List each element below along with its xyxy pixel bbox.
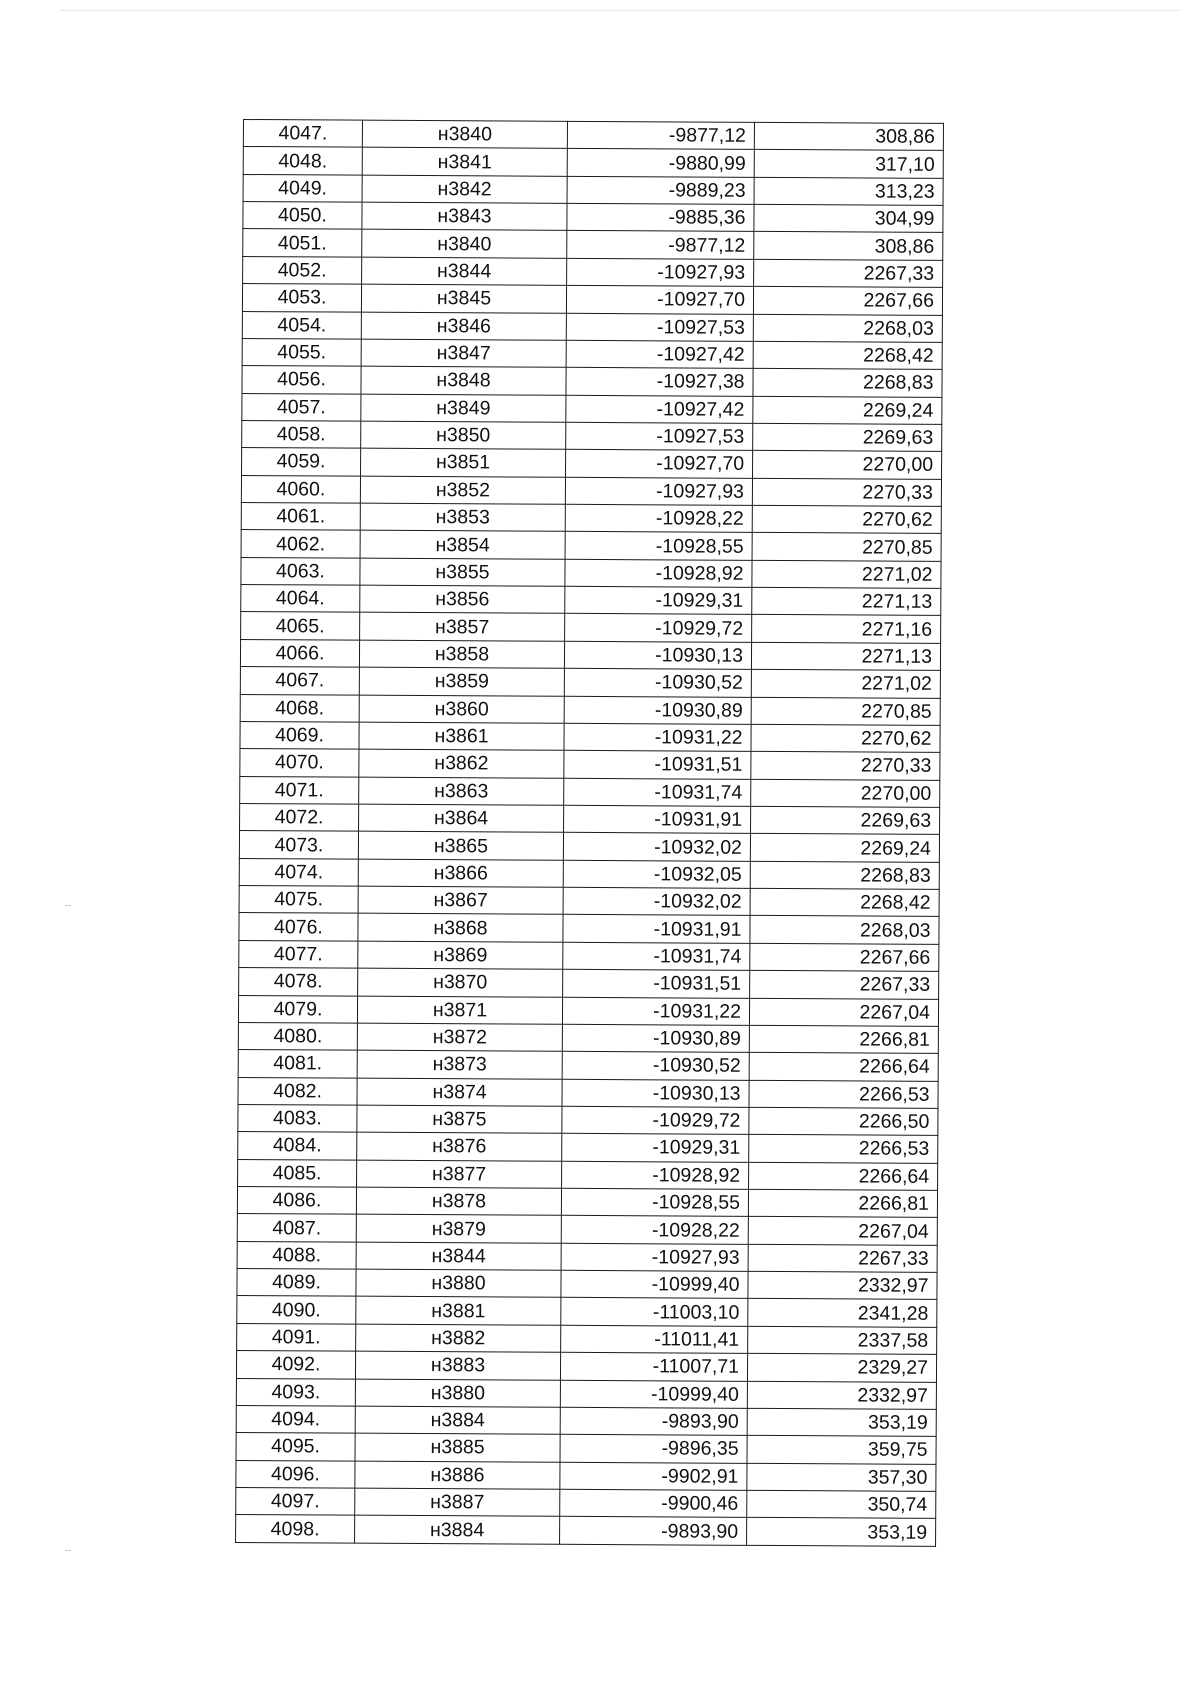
table-row [241,530,941,561]
x-coordinate-cell: -10928,92 [565,559,752,587]
row-number-cell: 4057. [242,393,361,421]
row-number-cell: 4074. [239,858,358,886]
point-name-cell: н3872 [357,1023,562,1052]
scan-margin-mark [65,1550,71,1551]
row-number-cell: 4080. [238,1022,357,1050]
x-coordinate-cell: -9893,90 [560,1517,747,1545]
x-coordinate-cell: -10930,89 [564,696,751,724]
point-name-cell: н3886 [355,1461,560,1490]
row-number-cell: 4049. [243,174,362,202]
row-number-cell: 4076. [239,913,358,941]
table-row [242,338,942,369]
table-row [236,1405,936,1436]
y-coordinate-cell: 2268,42 [753,341,942,369]
point-name-cell: н3879 [356,1215,561,1244]
point-name-cell: н3885 [355,1433,560,1462]
x-coordinate-cell: -10931,91 [564,805,751,833]
point-name-cell: н3875 [357,1105,562,1134]
row-number-cell: 4098. [236,1515,355,1543]
table-row [240,803,940,834]
row-number-cell: 4094. [236,1405,355,1433]
point-name-cell: н3881 [356,1297,561,1326]
table-row [237,1187,937,1218]
row-number-cell: 4082. [238,1077,357,1105]
point-name-cell: н3876 [357,1132,562,1161]
point-name-cell: н3880 [356,1269,561,1298]
table-row [242,448,942,479]
x-coordinate-cell: -9877,12 [567,231,754,259]
row-number-cell: 4071. [240,776,359,804]
table-row [240,721,940,752]
y-coordinate-cell: 359,75 [747,1436,936,1464]
point-name-cell: н3844 [356,1242,561,1271]
row-number-cell: 4078. [239,968,358,996]
table-row [237,1269,937,1300]
table-row [241,557,941,588]
coordinates-table [235,119,944,1547]
scan-edge-marks [60,10,1180,13]
y-coordinate-cell: 2271,13 [752,587,941,615]
point-name-cell: н3878 [356,1187,561,1216]
point-name-cell: н3874 [357,1078,562,1107]
row-number-cell: 4073. [239,831,358,859]
x-coordinate-cell: -10927,93 [567,258,754,286]
y-coordinate-cell: 2270,62 [752,505,941,533]
table-row [242,420,942,451]
y-coordinate-cell: 2268,83 [753,369,942,397]
y-coordinate-cell: 2268,83 [750,861,939,889]
point-name-cell: н3861 [359,722,564,751]
row-number-cell: 4069. [240,721,359,749]
y-coordinate-cell: 2270,85 [751,697,940,725]
table-row [239,886,939,917]
x-coordinate-cell: -10927,38 [566,368,753,396]
y-coordinate-cell: 2329,27 [747,1354,936,1382]
point-name-cell: н3846 [361,312,566,341]
x-coordinate-cell: -10928,22 [565,504,752,532]
point-name-cell: н3848 [361,366,566,395]
row-number-cell: 4061. [241,503,360,531]
table-row [236,1460,936,1491]
table-row [237,1241,937,1272]
x-coordinate-cell: -10927,42 [566,395,753,423]
row-number-cell: 4047. [243,120,362,148]
x-coordinate-cell: -10929,31 [562,1134,749,1162]
row-number-cell: 4085. [238,1159,357,1187]
y-coordinate-cell: 2266,81 [748,1189,937,1217]
table-row [239,913,939,944]
x-coordinate-cell: -10932,05 [563,860,750,888]
point-name-cell: н3850 [361,421,566,450]
row-number-cell: 4067. [240,667,359,695]
table-row [243,256,943,287]
point-name-cell: н3871 [357,996,562,1025]
point-name-cell: н3877 [357,1160,562,1189]
table-row [243,174,943,205]
row-number-cell: 4092. [236,1351,355,1379]
x-coordinate-cell: -9893,90 [560,1407,747,1435]
point-name-cell: н3840 [362,230,567,259]
y-coordinate-cell: 2270,62 [751,724,940,752]
y-coordinate-cell: 2267,33 [750,970,939,998]
y-coordinate-cell: 2266,64 [749,1053,938,1081]
table-row [236,1378,936,1409]
point-name-cell: н3864 [359,804,564,833]
table-row [238,1132,938,1163]
point-name-cell: н3859 [359,667,564,696]
point-name-cell: н3840 [362,120,567,149]
row-number-cell: 4077. [239,940,358,968]
y-coordinate-cell: 2270,33 [751,752,940,780]
y-coordinate-cell: 2269,24 [753,396,942,424]
table-row [237,1296,937,1327]
row-number-cell: 4087. [237,1214,356,1242]
row-number-cell: 4054. [242,311,361,339]
table-row [239,858,939,889]
x-coordinate-cell: -10932,02 [563,833,750,861]
y-coordinate-cell: 2270,85 [752,533,941,561]
table-row [241,585,941,616]
point-name-cell: н3856 [360,585,565,614]
y-coordinate-cell: 2271,16 [752,615,941,643]
y-coordinate-cell: 2332,97 [747,1381,936,1409]
x-coordinate-cell: -11011,41 [561,1325,748,1353]
row-number-cell: 4083. [238,1104,357,1132]
x-coordinate-cell: -9889,23 [567,176,754,204]
table-row [243,229,943,260]
point-name-cell: н3865 [358,832,563,861]
table-row [239,831,939,862]
x-coordinate-cell: -10930,13 [564,641,751,669]
point-name-cell: н3873 [357,1050,562,1079]
y-coordinate-cell: 353,19 [747,1408,936,1436]
row-number-cell: 4088. [237,1241,356,1269]
table-row [239,940,939,971]
row-number-cell: 4064. [241,585,360,613]
y-coordinate-cell: 2266,81 [749,1025,938,1053]
x-coordinate-cell: -10928,55 [565,532,752,560]
row-number-cell: 4048. [243,147,362,175]
y-coordinate-cell: 353,19 [747,1518,936,1546]
x-coordinate-cell: -10931,51 [563,969,750,997]
row-number-cell: 4052. [243,256,362,284]
x-coordinate-cell: -10931,74 [564,778,751,806]
x-coordinate-cell: -10931,22 [564,723,751,751]
table-row [242,393,942,424]
table-row [240,667,940,698]
table-row [236,1487,936,1518]
x-coordinate-cell: -9880,99 [567,149,754,177]
row-number-cell: 4093. [236,1378,355,1406]
table-row [242,366,942,397]
point-name-cell: н3862 [359,749,564,778]
x-coordinate-cell: -10930,52 [564,668,751,696]
x-coordinate-cell: -10927,70 [566,450,753,478]
row-number-cell: 4091. [237,1323,356,1351]
y-coordinate-cell: 2267,04 [748,1217,937,1245]
y-coordinate-cell: 2271,02 [751,670,940,698]
point-name-cell: н3853 [360,503,565,532]
row-number-cell: 4070. [240,749,359,777]
y-coordinate-cell: 2267,66 [753,287,942,315]
y-coordinate-cell: 308,86 [754,232,943,260]
point-name-cell: н3867 [358,886,563,915]
point-name-cell: н3880 [355,1379,560,1408]
table-row [238,1077,938,1108]
point-name-cell: н3870 [358,968,563,997]
table-row [241,612,941,643]
y-coordinate-cell: 2268,03 [753,314,942,342]
y-coordinate-cell: 2337,58 [748,1326,937,1354]
row-number-cell: 4055. [242,338,361,366]
row-number-cell: 4068. [240,694,359,722]
row-number-cell: 4090. [237,1296,356,1324]
x-coordinate-cell: -10928,22 [561,1216,748,1244]
row-number-cell: 4066. [240,639,359,667]
x-coordinate-cell: -11007,71 [560,1352,747,1380]
x-coordinate-cell: -9902,91 [560,1462,747,1490]
point-name-cell: н3844 [362,257,567,286]
table-row [238,1050,938,1081]
y-coordinate-cell: 2332,97 [748,1271,937,1299]
point-name-cell: н3884 [355,1406,560,1435]
y-coordinate-cell: 2267,33 [748,1244,937,1272]
x-coordinate-cell: -10931,22 [562,997,749,1025]
point-name-cell: н3854 [360,531,565,560]
y-coordinate-cell: 350,74 [747,1490,936,1518]
row-number-cell: 4053. [242,284,361,312]
point-name-cell: н3887 [355,1488,560,1517]
row-number-cell: 4095. [236,1433,355,1461]
table-row [240,749,940,780]
table-row [237,1214,937,1245]
y-coordinate-cell: 2269,63 [751,806,940,834]
x-coordinate-cell: -10927,53 [566,313,753,341]
point-name-cell: н3868 [358,914,563,943]
row-number-cell: 4056. [242,366,361,394]
point-name-cell: н3857 [360,613,565,642]
x-coordinate-cell: -9900,46 [560,1489,747,1517]
x-coordinate-cell: -10927,93 [561,1243,748,1271]
y-coordinate-cell: 304,99 [754,204,943,232]
x-coordinate-cell: -10930,13 [562,1079,749,1107]
y-coordinate-cell: 2266,53 [749,1135,938,1163]
table-row [240,776,940,807]
table-row [236,1433,936,1464]
y-coordinate-cell: 2271,02 [752,560,941,588]
point-name-cell: н3847 [361,339,566,368]
table-row [241,475,941,506]
row-number-cell: 4059. [242,448,361,476]
point-name-cell: н3851 [361,448,566,477]
point-name-cell: н3860 [359,695,564,724]
point-name-cell: н3884 [355,1515,560,1544]
y-coordinate-cell: 2269,63 [753,423,942,451]
row-number-cell: 4060. [241,475,360,503]
x-coordinate-cell: -10931,91 [563,915,750,943]
point-name-cell: н3882 [356,1324,561,1353]
y-coordinate-cell: 2267,33 [754,259,943,287]
y-coordinate-cell: 2341,28 [748,1299,937,1327]
table-row [238,995,938,1026]
table-row [243,202,943,233]
x-coordinate-cell: -10927,42 [566,340,753,368]
row-number-cell: 4089. [237,1269,356,1297]
x-coordinate-cell: -10927,53 [566,422,753,450]
scan-margin-mark [65,905,71,906]
table-row [238,1159,938,1190]
table-row [236,1351,936,1382]
x-coordinate-cell: -10928,92 [562,1161,749,1189]
table-row [240,694,940,725]
x-coordinate-cell: -10929,31 [565,586,752,614]
y-coordinate-cell: 2270,33 [752,478,941,506]
row-number-cell: 4065. [241,612,360,640]
table-row [236,1515,936,1546]
y-coordinate-cell: 2268,42 [750,888,939,916]
x-coordinate-cell: -10932,02 [563,887,750,915]
table-row [238,1104,938,1135]
x-coordinate-cell: -10930,89 [562,1024,749,1052]
table-row [242,311,942,342]
coordinates-table-body [236,120,944,1547]
table-row [240,639,940,670]
x-coordinate-cell: -10931,74 [563,942,750,970]
point-name-cell: н3855 [360,558,565,587]
y-coordinate-cell: 317,10 [754,150,943,178]
row-number-cell: 4051. [243,229,362,257]
point-name-cell: н3869 [358,941,563,970]
row-number-cell: 4072. [240,803,359,831]
x-coordinate-cell: -9885,36 [567,203,754,231]
y-coordinate-cell: 2271,13 [751,642,940,670]
y-coordinate-cell: 313,23 [754,177,943,205]
point-name-cell: н3845 [361,284,566,313]
x-coordinate-cell: -10927,70 [566,285,753,313]
row-number-cell: 4086. [237,1187,356,1215]
row-number-cell: 4058. [242,420,361,448]
y-coordinate-cell: 2270,00 [753,451,942,479]
x-coordinate-cell: -9877,12 [567,121,754,149]
y-coordinate-cell: 2267,66 [750,943,939,971]
row-number-cell: 4081. [238,1050,357,1078]
y-coordinate-cell: 2267,04 [749,998,938,1026]
y-coordinate-cell: 2266,50 [749,1107,938,1135]
x-coordinate-cell: -10929,72 [562,1106,749,1134]
row-number-cell: 4096. [236,1460,355,1488]
table-row [243,147,943,178]
x-coordinate-cell: -9896,35 [560,1435,747,1463]
point-name-cell: н3883 [355,1351,560,1380]
point-name-cell: н3858 [359,640,564,669]
table-row [241,503,941,534]
table-row [237,1323,937,1354]
point-name-cell: н3843 [362,202,567,231]
row-number-cell: 4079. [238,995,357,1023]
point-name-cell: н3841 [362,148,567,177]
row-number-cell: 4062. [241,530,360,558]
y-coordinate-cell: 2269,24 [750,834,939,862]
table-row [238,1022,938,1053]
point-name-cell: н3852 [360,476,565,505]
row-number-cell: 4075. [239,886,358,914]
row-number-cell: 4084. [238,1132,357,1160]
y-coordinate-cell: 308,86 [754,122,943,150]
x-coordinate-cell: -10931,51 [564,751,751,779]
row-number-cell: 4050. [243,202,362,230]
row-number-cell: 4063. [241,557,360,585]
y-coordinate-cell: 2270,00 [751,779,940,807]
x-coordinate-cell: -10930,52 [562,1052,749,1080]
y-coordinate-cell: 2266,64 [749,1162,938,1190]
table-row [239,968,939,999]
point-name-cell: н3863 [359,777,564,806]
row-number-cell: 4097. [236,1487,355,1515]
table-row [243,120,943,151]
x-coordinate-cell: -10927,93 [565,477,752,505]
point-name-cell: н3866 [358,859,563,888]
x-coordinate-cell: -10929,72 [565,614,752,642]
y-coordinate-cell: 357,30 [747,1463,936,1491]
y-coordinate-cell: 2268,03 [750,916,939,944]
x-coordinate-cell: -11003,10 [561,1298,748,1326]
x-coordinate-cell: -10999,40 [560,1380,747,1408]
y-coordinate-cell: 2266,53 [749,1080,938,1108]
point-name-cell: н3842 [362,175,567,204]
table-row [242,284,942,315]
x-coordinate-cell: -10999,40 [561,1270,748,1298]
x-coordinate-cell: -10928,55 [561,1188,748,1216]
point-name-cell: н3849 [361,394,566,423]
